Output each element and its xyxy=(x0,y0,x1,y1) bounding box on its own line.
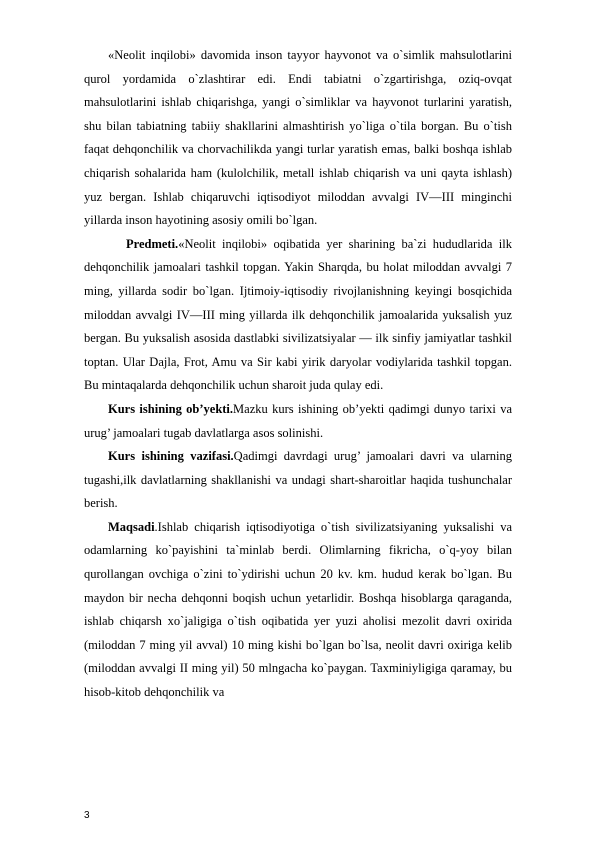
paragraph-neolit-intro xyxy=(84,44,512,233)
paragraph-heading-predmeti: Predmeti. xyxy=(126,236,179,251)
paragraph-maqsadi xyxy=(84,516,512,705)
document-body xyxy=(84,44,512,705)
page-number: 3 xyxy=(84,810,90,821)
paragraph-predmeti xyxy=(84,233,512,398)
paragraph-text: Mazku kurs ishining ob’yekti qadimgi dunyo tarixi va urug’ jamoalari tugab davlatlarga asos solinishi. xyxy=(84,401,513,440)
paragraph-obyekti xyxy=(84,398,512,445)
paragraph-heading-maqsadi: Maqsadi xyxy=(108,519,155,534)
paragraph-heading-obyekti: Kurs ishining ob’yekti. xyxy=(108,401,234,416)
paragraph-text: «Neolit inqilobi» davomida inson tayyor hayvonot va o`simlik mahsulotlarini qurol yordamida o`zlashtirar edi. Endi tabiatni o`zgartirishga, oziq-ovqat mahsulotlarini ishlab chiqarishga, yangi o`simliklar va hayvonot turlarini yaratish, shu bilan tabiatning tabiiy shakllarini almashtirish yo`liga o`tila borgan. Bu o`tish faqat dehqonchilik va chorvachilikda yangi turlar yaratish emas, balki boshqa ishlab chiqarish sohalarida ham (kulolchilik, metall ishlab chiqarish va uni qayta ishlash) yuz bergan. Ishlab chiqaruvchi iqtisodiyot miloddan avvalgi IV—III minginchi yillarda inson hayotining asosiy omili bo`lgan. xyxy=(84,48,512,228)
paragraph-text: «Neolit inqilobi» oqibatida yer sharining ba`zi hududlarida ilk dehqonchilik jamoalari tashkil topgan. Yakin Sharqda, bu holat miloddan avvalgi 7 ming, yillarda sodir bo`lgan. Ijtimoiy-iqtisodiy rivojlanishning keyingi bosqichida miloddan avvalgi IV—III ming yillarda ilk dehqonchilik jamoalarida yuksalish yuz bergan. Bu yuksalish asosida dastlabki sivilizatsiyalar — ilk sinfiy jamiyatlar tashkil toptan. Ular Dajla, Frot, Amu va Sir kabi yirik daryolar vodiylarida tashkil topgan. Bu mintaqalarda dehqonchilik uchun sharoit juda qulay edi. xyxy=(84,236,512,393)
paragraph-text: .Ishlab chiqarish iqtisodiyotiga o`tish sivilizatsiyaning yuksalishi va odamlarning ko`payishini ta`minlab berdi. Olimlarning fikricha, o`q-yoy bilan qurollangan ovchiga o`zini to`ydirishi uchun 20 kv. km. hudud kerak bo`lgan. Bu maydon bir necha dehqonni boqish uchun yetarlidir. Boshqa hisoblarga qaraganda, ishlab chiqarsh xo`jaligiga o`tish oqibatida yer yuzi aholisi mezolit davri oxirida (miloddan 7 ming yil avval) 10 ming kishi bo`lgan bo`lsa, neolit davri oxiriga kelib (miloddan avvalgi II ming yil) 50 mlngacha ko`paygan. Taxminiyligiga qaramay, bu hisob-kitob dehqonchilik va xyxy=(84,519,512,700)
paragraph-vazifasi xyxy=(84,445,512,516)
paragraph-text: Qadimgi davrdagi urug’ jamoalari davri va ularning tugashi,ilk davlatlarning shakllanishi va undagi shart-sharoitlar haqida tushunchalar berish. xyxy=(84,449,512,511)
paragraph-heading-vazifasi: Kurs ishining vazifasi. xyxy=(108,449,234,464)
